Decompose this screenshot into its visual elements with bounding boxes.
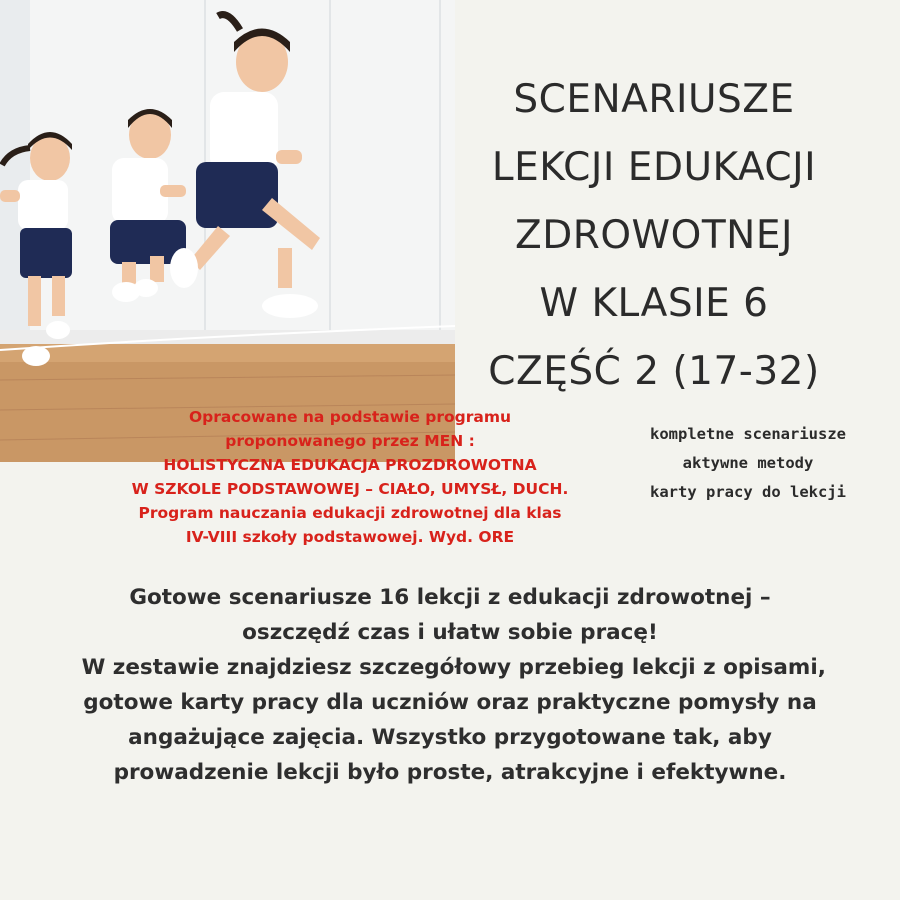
description — [0, 580, 900, 790]
program-note — [56, 405, 644, 549]
note-line: W SZKOLE PODSTAWOWEJ – CIAŁO, UMYSŁ, DUCH. — [131, 480, 569, 498]
note-line: Program nauczania edukacji zdrowotnej dla klas — [138, 504, 562, 522]
note-line: IV-VIII szkoły podstawowej. Wyd. ORE — [185, 528, 515, 546]
description-line: oszczędź czas i ułatw sobie pracę! — [242, 620, 658, 645]
feature-item: aktywne metody — [682, 454, 814, 472]
title-line-4: W KLASIE 6 — [539, 281, 769, 326]
hero-photo — [0, 0, 455, 462]
title-line-1: SCENARIUSZE — [513, 77, 795, 122]
feature-item: kompletne scenariusze — [650, 425, 846, 443]
description-line: prowadzenie lekcji było proste, atrakcyjne i efektywne. — [113, 760, 787, 785]
title-line-2: LEKCJI EDUKACJI — [491, 145, 817, 190]
description-line: Gotowe scenariusze 16 lekcji z edukacji zdrowotnej – — [129, 585, 771, 610]
description-line: angażujące zajęcia. Wszystko przygotowane tak, aby — [128, 725, 772, 750]
note-line: HOLISTYCZNA EDUKACJA PROZDROWOTNA — [163, 456, 537, 474]
title-line-3: ZDROWOTNEJ — [515, 213, 793, 258]
feature-item: karty pracy do lekcji — [650, 483, 846, 501]
note-line: proponowanego przez MEN : — [225, 432, 475, 450]
title-line-5: CZĘŚĆ 2 (17-32) — [488, 349, 820, 394]
description-line: gotowe karty pracy dla uczniów oraz praktyczne pomysły na — [83, 690, 817, 715]
title-block — [458, 66, 850, 406]
description-line: W zestawie znajdziesz szczegółowy przebieg lekcji z opisami, — [74, 655, 826, 680]
children-jumping-illustration — [0, 0, 455, 462]
note-line: Opracowane na podstawie programu — [188, 408, 512, 426]
